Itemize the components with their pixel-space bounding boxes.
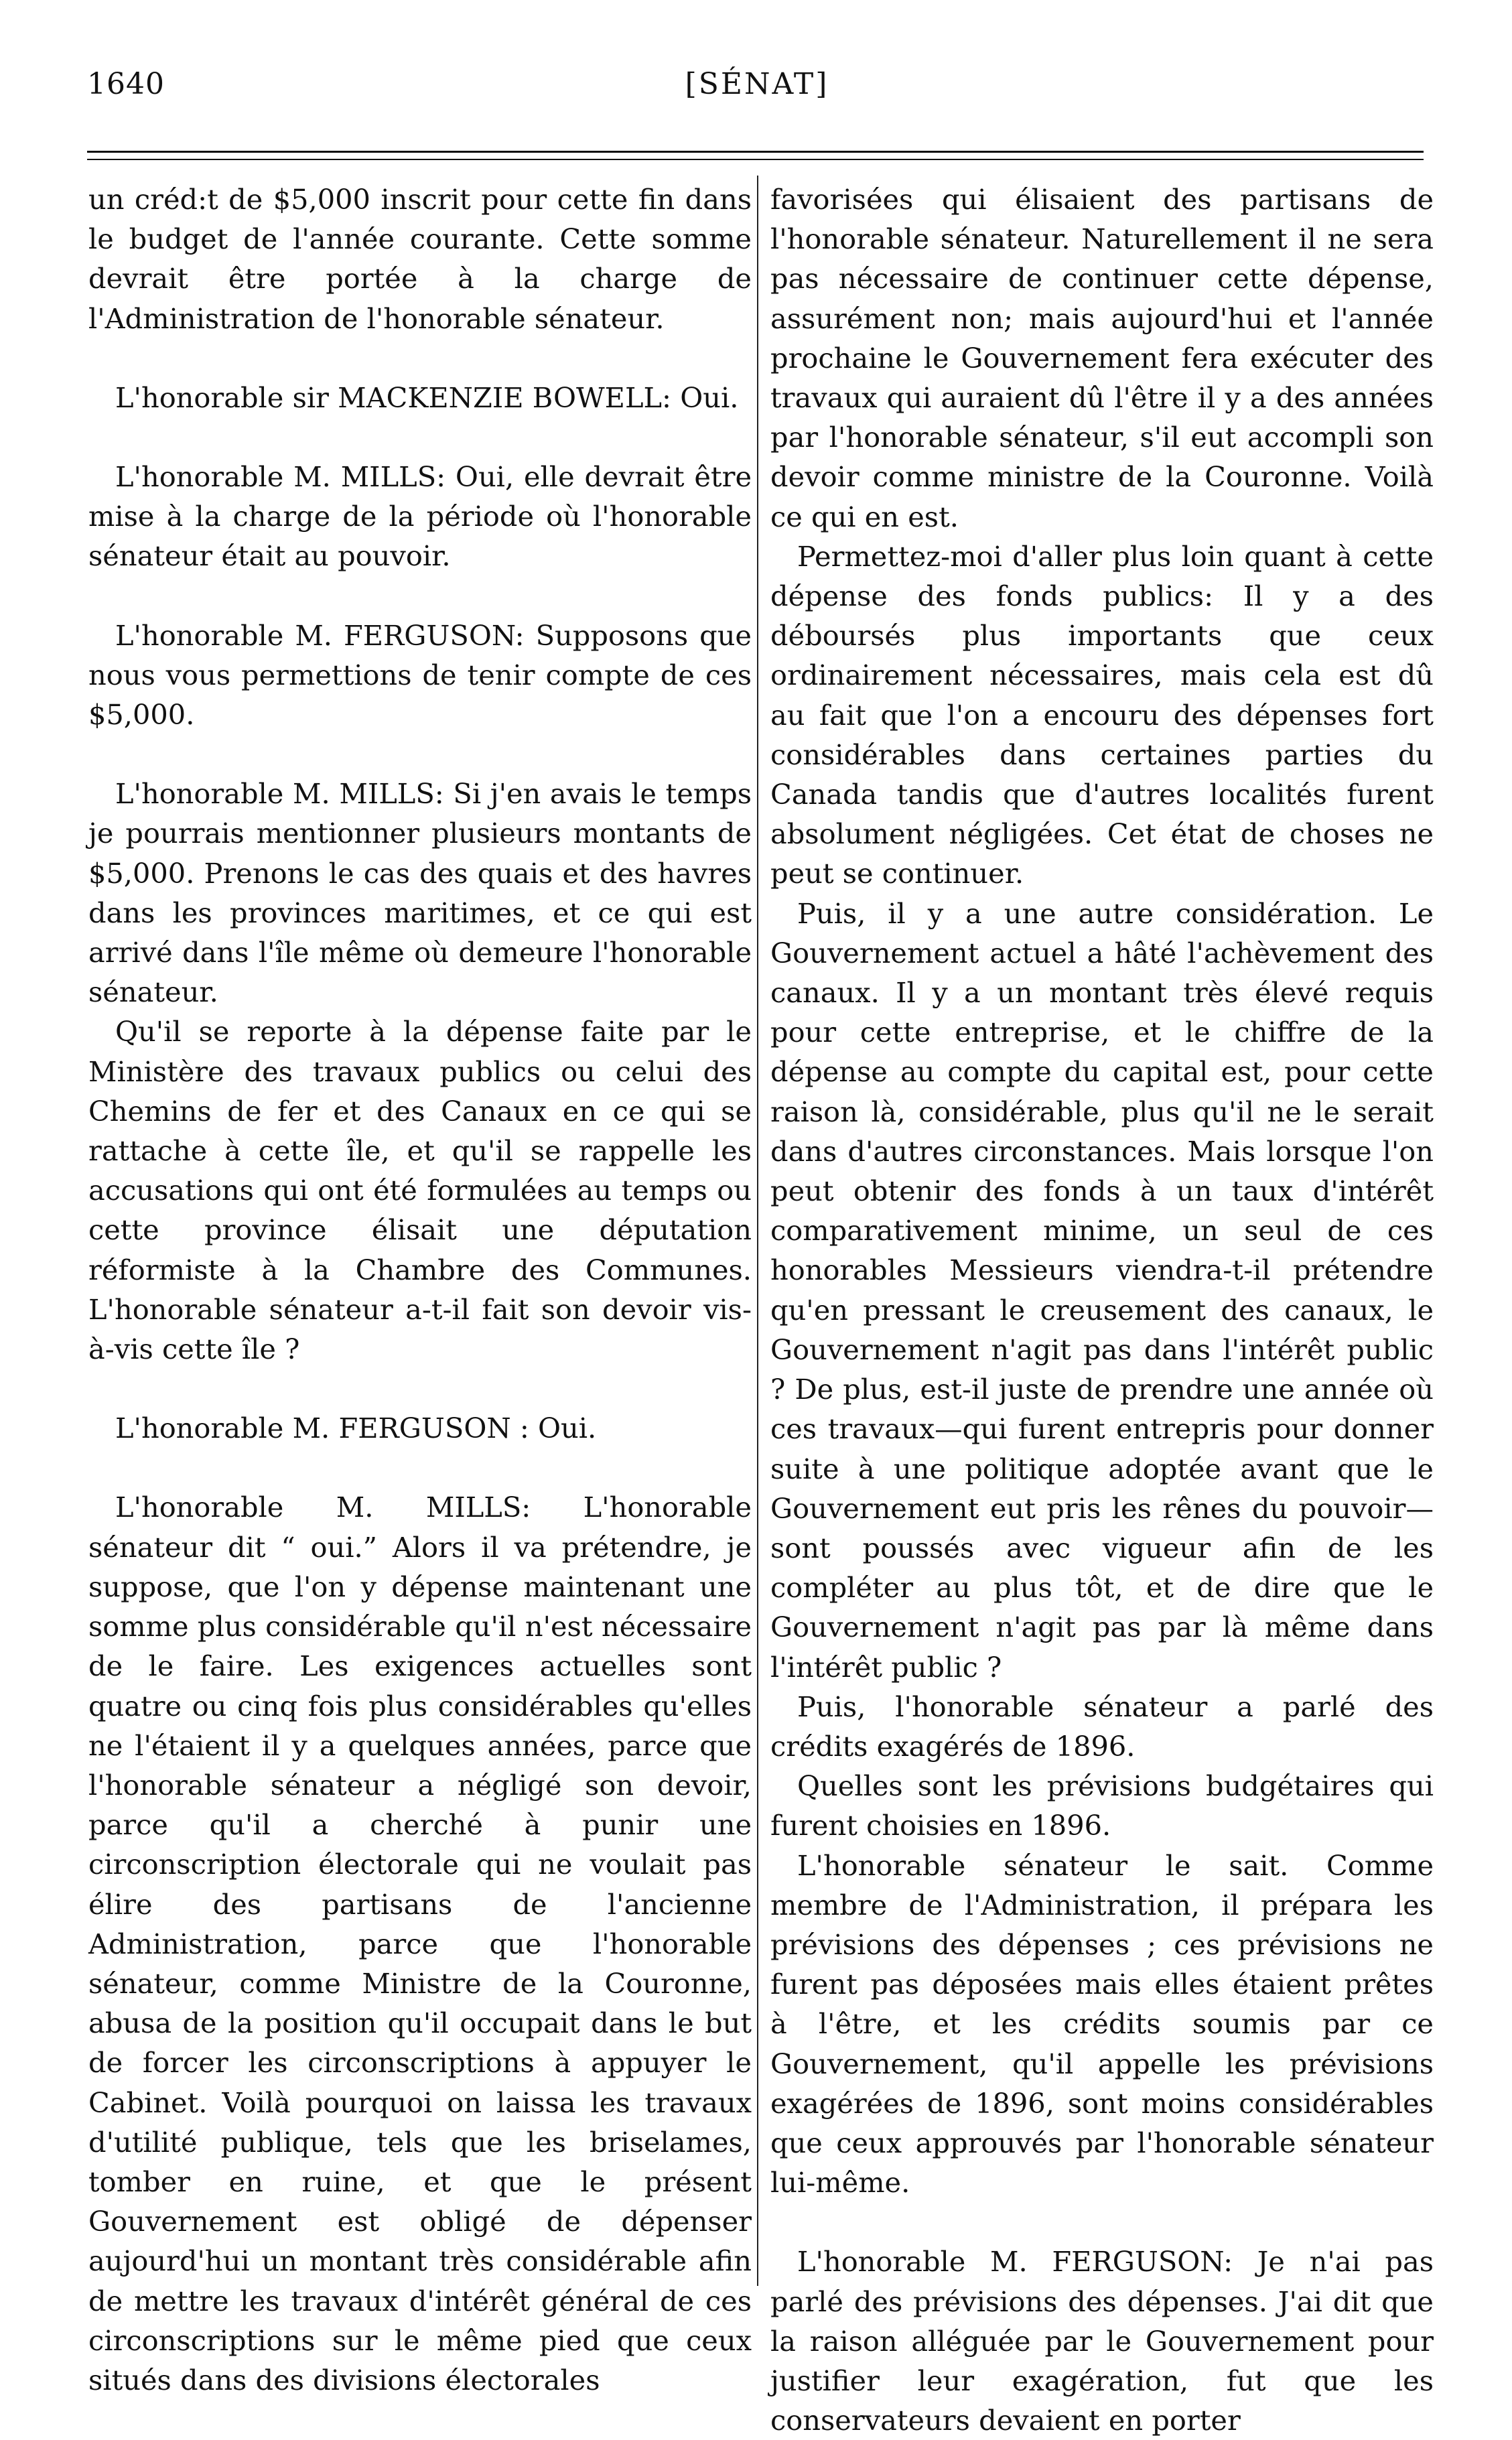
paragraph-left-1: un créd:t de $5,000 inscrit pour cette fin dans le budget de l'année courante. Cette somme devrait être portée à la charge de l'Administration de l'honorable sénateur. [88, 183, 752, 335]
paragraph-left-2: L'honorable sir MACKENZIE BOWELL: Oui. [115, 381, 739, 414]
paragraph-left-5: L'honorable M. MILLS: Si j'en avais le temps je pourrais mentionner plusieurs montants de $5,000. Prenons le cas des quais et des havres dans les provinces maritimes, et ce qui est arrivé dans l'île même où demeure l'honorable sénateur. [88, 777, 752, 1009]
running-head: [SÉNAT] [685, 67, 829, 101]
paragraph-right-5: Quelles sont les prévisions budgétaires qui furent choisies en 1896. [770, 1769, 1434, 1842]
page-header [87, 67, 1427, 121]
left-column [88, 180, 752, 2396]
paragraph-left-3: L'honorable M. MILLS: Oui, elle devrait être mise à la charge de la période où l'honorable sénateur était au pouvoir. [88, 460, 752, 573]
paragraph-left-8: L'honorable M. MILLS: L'honorable sénateur dit “ oui.” Alors il va prétendre, je suppose, que l'on y dépense maintenant une somme plus considérable qu'il n'est nécessaire de le faire. Les exigences actuelles sont quatre ou cinq fois plus considérables qu'elles ne l'étaient il y a quelques années, parce que l'honorable sénateur a négligé son devoir, parce qu'il a cherché à punir une circonscription électorale qui ne voulait pas élire des partisans de l'ancienne Administration, parce que l'honorable sénateur, comme Ministre de la Couronne, abusa de la position qu'il occupait dans le but de forcer les circonscriptions à appuyer le Cabinet. Voilà pourquoi on laissa les travaux d'utilité publique, tels que les briselames, tomber en ruine, et que le présent Gouvernement est obligé de dépenser aujourd'hui un montant très considérable afin de mettre les travaux d'intérêt général de ces circonscriptions sur le même pied que ceux situés dans des divisions électorales [88, 1491, 752, 2396]
paragraph-right-4: Puis, l'honorable sénateur a parlé des crédits exagérés de 1896. [770, 1690, 1434, 1763]
paragraph-right-6: L'honorable sénateur le sait. Comme membre de l'Administration, il prépara les prévisions des dépenses ; ces prévisions ne furent pas déposées mais elles étaient prêtes à l'être, et les crédits soumis par ce Gouvernement, qu'il appelle les prévisions exagérées de 1896, sont moins considérables que ceux approuvés par l'honorable sénateur lui-même. [770, 1848, 1434, 2199]
paragraph-left-6: Qu'il se reporte à la dépense faite par le Ministère des travaux publics ou celui des Chemins de fer et des Canaux en ce qui se rattache à cette île, et qu'il se rappelle les accusations qui ont été formulées au temps ou cette province élisait une députation réformiste à la Chambre des Communes. L'honorable sénateur a-t-il fait son devoir vis-à-vis cette île ? [88, 1015, 752, 1366]
paragraph-right-3: Puis, il y a une autre considération. Le Gouvernement actuel a hâté l'achèvement des canaux. Il y a un montant très élevé requis pour cette entreprise, et le chiffre de la dépense au compte du capital est, pour cette raison là, considérable, plus qu'il ne le serait dans d'autres circonstances. Mais lorsque l'on peut obtenir des fonds à un taux d'intérêt comparativement minime, un seul de ces honorables Messieurs viendra-t-il prétendre qu'en pressant le creusement des canaux, le Gouvernement n'agit pas dans l'intérêt public ? De plus, est-il juste de prendre une année où ces travaux—qui furent entrepris pour donner suite à une politique adoptée avant que le Gouvernement eut pris les rênes du pouvoir—sont poussés avec vigueur afin de les compléter au plus tôt, et de dire que le Gouvernement n'agit pas par là même dans l'intérêt public ? [770, 896, 1434, 1684]
column-divider [757, 176, 758, 2286]
header-rule [87, 151, 1424, 160]
page-number: 1640 [87, 67, 165, 101]
right-column [770, 180, 1434, 2437]
paragraph-left-7: L'honorable M. FERGUSON : Oui. [115, 1412, 597, 1445]
paragraph-right-1: favorisées qui élisaient des partisans de l'honorable sénateur. Naturellement il ne sera pas nécessaire de continuer cette dépense, assurément non; mais aujourd'hui et l'année prochaine le Gouvernement fera exécuter des travaux qui auraient dû l'être il y a des années par l'honorable sénateur, s'il eut accompli son devoir comme ministre de la Couronne. Voilà ce qui en est. [770, 183, 1434, 533]
paragraph-left-4: L'honorable M. FERGUSON: Supposons que nous vous permettions de tenir compte de ces $5,000. [88, 618, 752, 732]
paragraph-right-2: Permettez-moi d'aller plus loin quant à cette dépense des fonds publics: Il y a des déboursés plus importants que ceux ordinairement nécessaires, mais cela est dû au fait que l'on a encouru des dépenses fort considérables dans certaines parties du Canada tandis que d'autres localités furent absolument négligées. Cet état de choses ne peut se continuer. [770, 539, 1434, 890]
paragraph-right-7: L'honorable M. FERGUSON: Je n'ai pas parlé des prévisions des dépenses. J'ai dit que la raison alléguée par le Gouvernement pour justifier leur exagération, fut que les conservateurs devaient en porter [770, 2245, 1434, 2437]
